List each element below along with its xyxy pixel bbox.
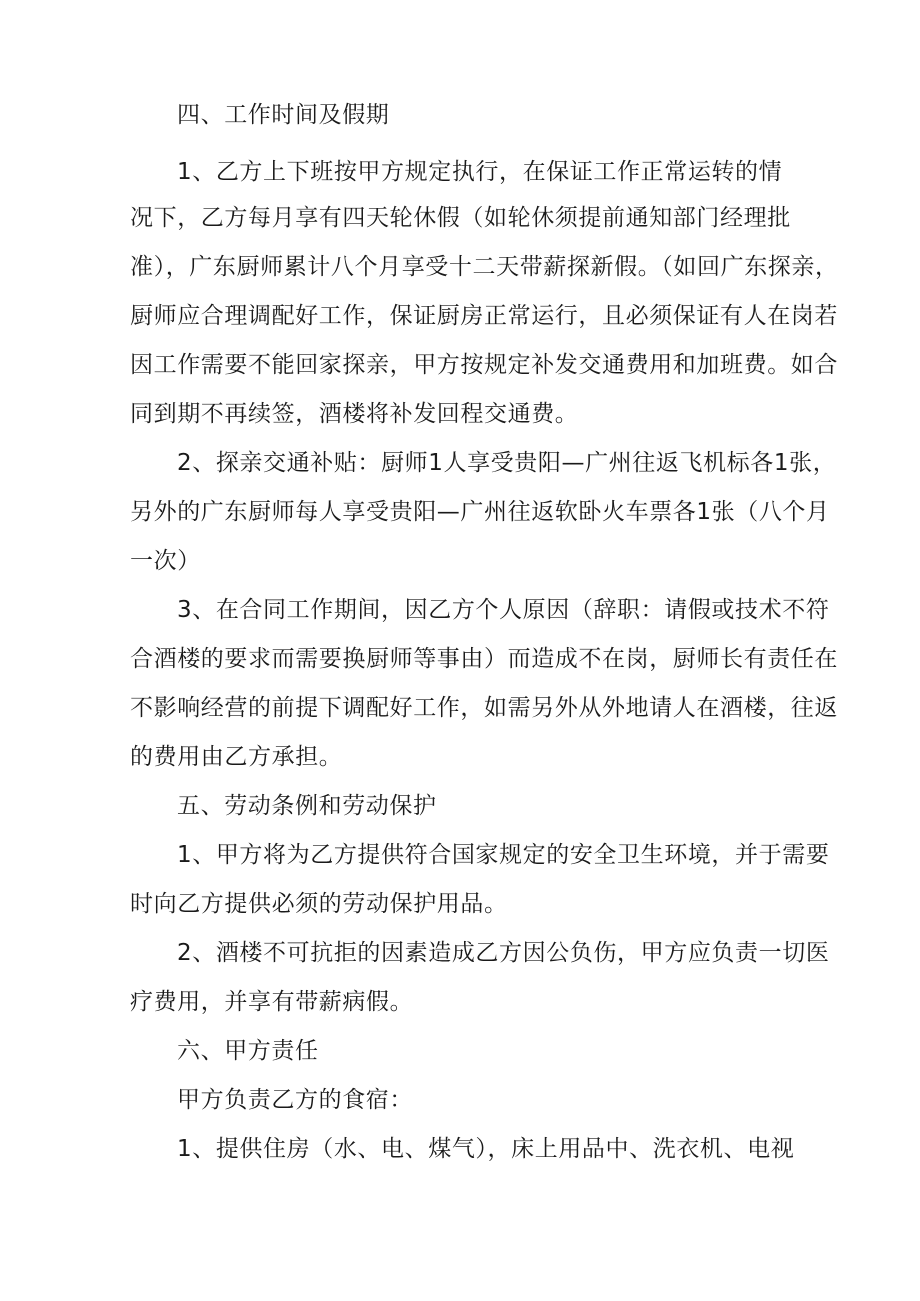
paragraph-line: 合酒楼的要求而需要换厨师等事由）而造成不在岗，厨师长有责任在 xyxy=(130,646,838,672)
paragraph-line: 厨师应合理调配好工作，保证厨房正常运行，且必须保证有人在岗若 xyxy=(130,303,838,329)
paragraph-line: 时向乙方提供必须的劳动保护用品。 xyxy=(130,891,508,917)
paragraph-line: 2、酒楼不可抗拒的因素造成乙方因公负伤，甲方应负责一切医 xyxy=(177,940,830,966)
paragraph-line: 疗费用，并享有带薪病假。 xyxy=(130,989,414,1015)
paragraph-line: 甲方负责乙方的食宿： xyxy=(177,1087,413,1113)
paragraph-line: 1、提供住房（水、电、煤气），床上用品中、洗衣机、电视 xyxy=(177,1136,795,1162)
section-heading: 五、劳动条例和劳动保护 xyxy=(177,793,437,819)
paragraph-line: 2、探亲交通补贴：厨师1人享受贵阳—广州往返飞机标各1张， xyxy=(177,450,837,476)
paragraph-line: 的费用由乙方承担。 xyxy=(130,744,343,770)
paragraph-line: 1、甲方将为乙方提供符合国家规定的安全卫生环境，并于需要 xyxy=(177,842,830,868)
paragraph-line: 一次） xyxy=(130,548,201,574)
paragraph-line: 另外的广东厨师每人享受贵阳—广州往返软卧火车票各1张（八个月 xyxy=(130,499,830,525)
paragraph-line: 同到期不再续签，酒楼将补发回程交通费。 xyxy=(130,401,579,427)
paragraph-line: 1、乙方上下班按甲方规定执行，在保证工作正常运转的情 xyxy=(177,159,783,185)
paragraph-line: 准），广东厨师累计八个月享受十二天带薪探新假。（如回广东探亲， xyxy=(130,254,839,280)
paragraph-line: 因工作需要不能回家探亲，甲方按规定补发交通费用和加班费。如合 xyxy=(130,352,838,378)
paragraph-line: 况下，乙方每月享有四天轮休假（如轮休须提前通知部门经理批 xyxy=(130,205,791,231)
paragraph-line: 3、在合同工作期间，因乙方个人原因（辞职：请假或技术不符 xyxy=(177,597,830,623)
section-heading: 六、甲方责任 xyxy=(177,1038,319,1064)
paragraph-line: 不影响经营的前提下调配好工作，如需另外从外地请人在酒楼，往返 xyxy=(130,695,838,721)
section-heading: 四、工作时间及假期 xyxy=(177,102,390,128)
